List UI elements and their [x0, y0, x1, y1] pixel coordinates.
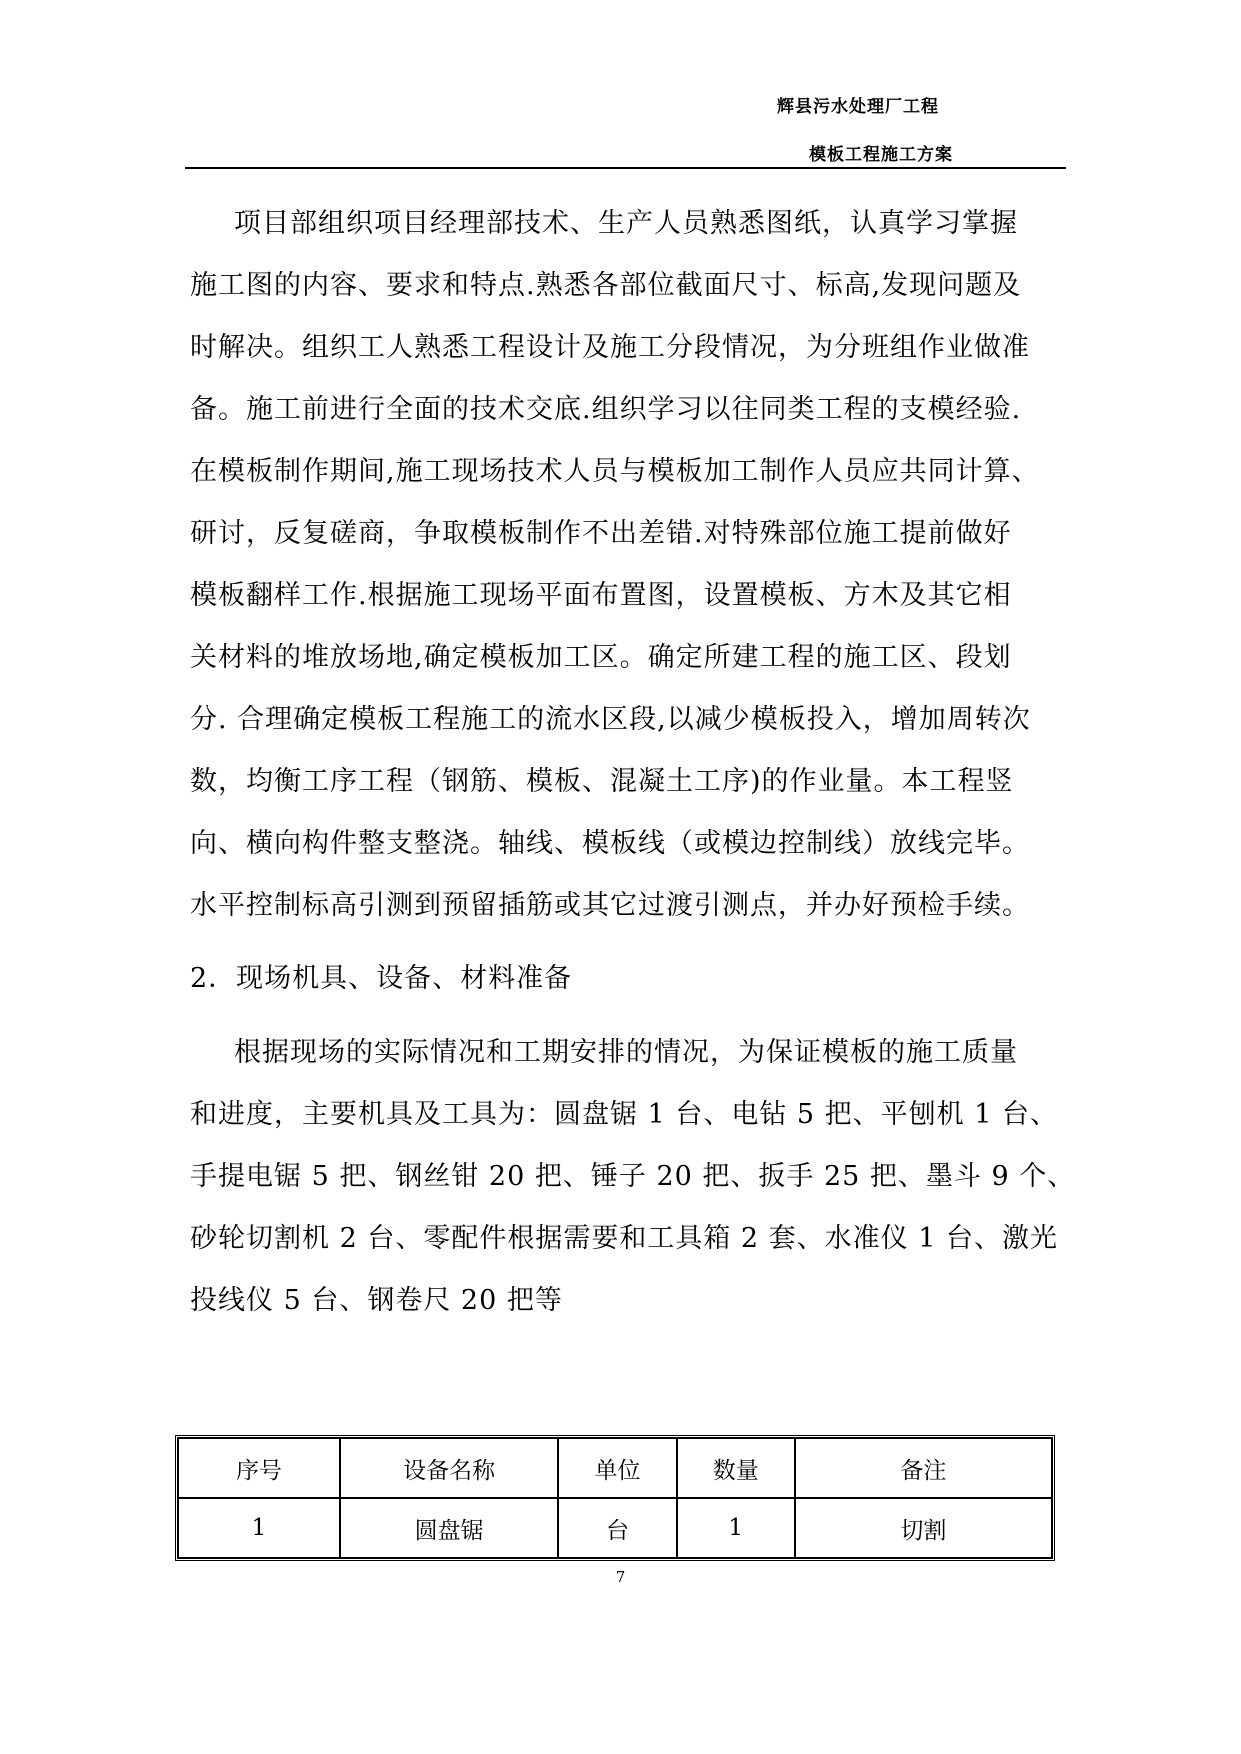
table-header-cell: 备注	[795, 1438, 1052, 1498]
paragraph-line: 水平控制标高引测到预留插筋或其它过渡引测点，并办好预检手续。	[190, 890, 1030, 921]
table-cell: 切割	[795, 1498, 1052, 1558]
header-title: 辉县污水处理厂工程	[777, 97, 939, 117]
equipment-table	[175, 1435, 1055, 1561]
table-row	[178, 1498, 1052, 1558]
paragraph-line: 手提电锯 5 把、钢丝钳 20 把、锤子 20 把、扳手 25 把、墨斗 9 个、	[190, 1161, 1076, 1192]
paragraph-line: 模板翻样工作.根据施工现场平面布置图，设置模板、方木及其它相	[190, 580, 1012, 611]
paragraph-line: 和进度，主要机具及工具为：圆盘锯 1 台、电钻 5 把、平刨机 1 台、	[190, 1099, 1059, 1130]
table-header-cell: 单位	[558, 1438, 676, 1498]
paragraph-line: 投线仪 5 台、钢卷尺 20 把等	[190, 1285, 563, 1316]
page-number: 7	[615, 1568, 626, 1586]
table-cell: 1	[178, 1498, 340, 1558]
table-header-cell: 数量	[677, 1438, 795, 1498]
table-header-cell: 设备名称	[340, 1438, 558, 1498]
paragraph-line: 关材料的堆放场地,确定模板加工区。确定所建工程的施工区、段划	[190, 642, 1012, 673]
paragraph-line: 根据现场的实际情况和工期安排的情况，为保证模板的施工质量	[234, 1037, 1018, 1068]
paragraph-line: 分. 合理确定模板工程施工的流水区段,以减少模板投入，增加周转次	[190, 704, 1031, 735]
table-header-cell: 序号	[178, 1438, 340, 1498]
table-header-row	[178, 1438, 1052, 1498]
paragraph-line: 时解决。组织工人熟悉工程设计及施工分段情况，为分班组作业做准	[190, 332, 1030, 363]
paragraph-line: 施工图的内容、要求和特点.熟悉各部位截面尺寸、标高,发现问题及	[190, 270, 1022, 301]
paragraph-line: 向、横向构件整支整浇。轴线、模板线（或模边控制线）放线完毕。	[190, 828, 1030, 859]
paragraph-line: 研讨，反复磋商，争取模板制作不出差错.对特殊部位施工提前做好	[190, 518, 1012, 549]
paragraph-line: 数，均衡工序工程（钢筋、模板、混凝土工序)的作业量。本工程竖	[190, 766, 1014, 797]
paragraph-line: 砂轮切割机 2 台、零配件根据需要和工具箱 2 套、水准仪 1 台、激光	[190, 1223, 1059, 1254]
table-cell: 1	[677, 1498, 795, 1558]
paragraph-line: 在模板制作期间,施工现场技术人员与模板加工制作人员应共同计算、	[190, 456, 1040, 487]
section-heading: 2．现场机具、设备、材料准备	[190, 963, 573, 994]
header-subtitle: 模板工程施工方案	[809, 145, 953, 165]
header-divider	[185, 167, 1066, 169]
table-cell: 圆盘锯	[340, 1498, 558, 1558]
table-cell: 台	[558, 1498, 676, 1558]
paragraph-line: 备。施工前进行全面的技术交底.组织学习以往同类工程的支模经验.	[190, 394, 1022, 425]
paragraph-line: 项目部组织项目经理部技术、生产人员熟悉图纸，认真学习掌握	[234, 208, 1018, 239]
